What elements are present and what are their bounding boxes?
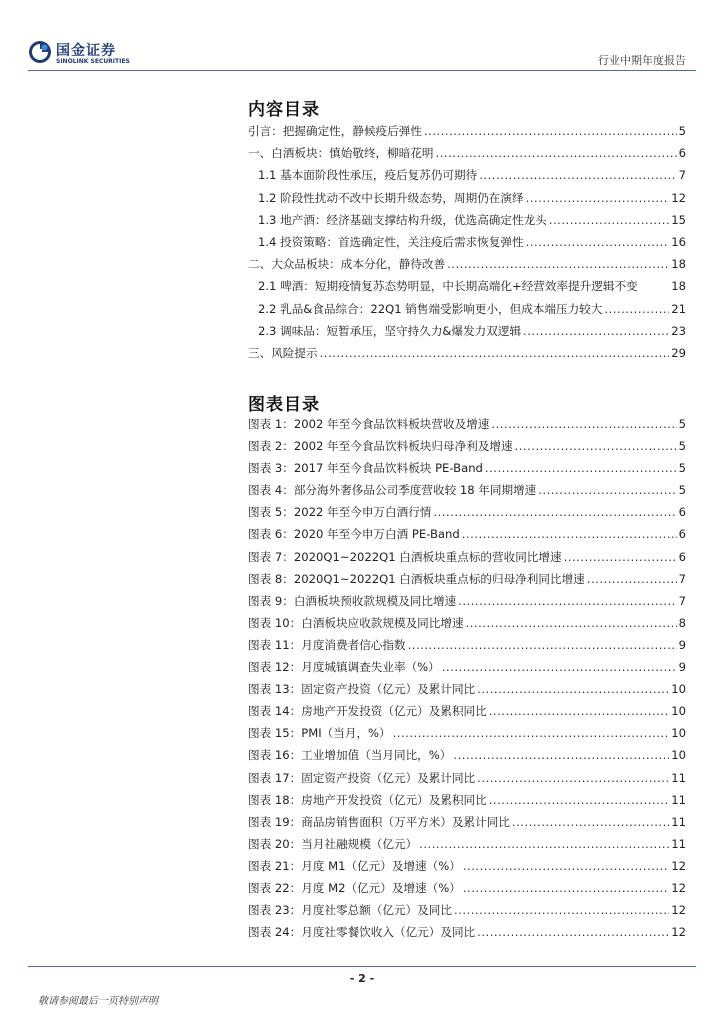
toc-entry[interactable]	[248, 323, 686, 345]
toc-entry[interactable]	[248, 256, 686, 278]
figure-entry[interactable]	[248, 438, 686, 460]
figure-entry-label: 图表 15：PMI（当月，%）	[248, 726, 391, 741]
leader-dots	[454, 903, 669, 917]
figure-entry-label: 图表 11：月度消费者信心指数	[248, 637, 406, 652]
leader-dots	[515, 439, 677, 453]
figure-entry[interactable]	[248, 858, 686, 880]
toc-entry-page: 6	[678, 146, 686, 161]
toc-title: 内容目录	[248, 100, 320, 120]
figure-entry-page: 5	[678, 439, 686, 454]
toc-entry-label: 三、风险提示	[248, 345, 318, 360]
figure-entry-page: 6	[678, 505, 686, 520]
toc-entry-label: 1.1 基本面阶段性承压，疫后复苏仍可期待	[258, 168, 478, 183]
leader-dots	[549, 213, 669, 227]
toc-entry-label: 2.2 乳品&食品综合：22Q1 销售端受影响更小，但成本端压力较大	[258, 301, 603, 316]
leader-dots	[463, 881, 669, 895]
figure-entry[interactable]	[248, 659, 686, 681]
figure-entry-page: 6	[678, 527, 686, 542]
toc-entry-page: 16	[671, 234, 686, 249]
figure-entry-page: 11	[671, 770, 686, 785]
toc-entry-label: 1.2 阶段性扰动不改中长期升级态势，周期仍在演绎	[258, 190, 524, 205]
figure-entry-page: 11	[671, 814, 686, 829]
figure-entry[interactable]	[248, 770, 686, 792]
toc-entry-label: 2.3 调味品：短暂承压，坚守持久力&爆发力双逻辑	[258, 323, 522, 338]
figure-entry-page: 8	[678, 615, 686, 630]
figure-entry-label: 图表 7：2020Q1~2022Q1 白酒板块重点标的营收同比增速	[248, 549, 562, 564]
leader-dots	[587, 572, 677, 586]
toc-entry-page: 23	[671, 323, 686, 338]
page-header	[0, 0, 724, 75]
leader-dots	[393, 726, 670, 740]
figure-entry[interactable]	[248, 902, 686, 924]
figure-entry[interactable]	[248, 615, 686, 637]
figure-list	[248, 416, 686, 946]
figure-entry-label: 图表 1：2002 年至今食品饮料板块营收及增速	[248, 417, 490, 431]
leader-dots	[512, 815, 669, 829]
figure-entry-label: 图表 12：月度城镇调查失业率（%）	[248, 660, 440, 675]
toc-entry[interactable]	[248, 145, 686, 167]
figure-entry[interactable]	[248, 747, 686, 769]
figure-entry-label: 图表 5：2022 年至今申万白酒行情	[248, 505, 432, 520]
toc-entry-page: 15	[671, 212, 686, 227]
figure-entry-page: 7	[678, 593, 686, 608]
figure-entry-label: 图表 22：月度 M2（亿元）及增速（%）	[248, 880, 461, 895]
figure-entry[interactable]	[248, 504, 686, 526]
figure-entry-label: 图表 6：2020 年至今申万白酒 PE-Band	[248, 527, 460, 542]
toc-entry-label: 1.3 地产酒：经济基础支撑结构升级，优选高确定性龙头	[258, 212, 547, 227]
figure-entry-page: 10	[671, 748, 686, 763]
figure-entry-page: 5	[678, 461, 686, 476]
toc-entry-page: 18	[671, 257, 686, 272]
leader-dots	[526, 191, 670, 205]
leader-dots	[604, 302, 669, 316]
logo-mark-icon	[28, 40, 52, 64]
figure-entry-label: 图表 13：固定资产投资（亿元）及累计同比	[248, 682, 476, 697]
figure-entry[interactable]	[248, 416, 686, 438]
figure-entry-page: 11	[671, 836, 686, 851]
figure-entry[interactable]	[248, 571, 686, 593]
page-number: - 2 -	[349, 972, 375, 985]
figure-entry-label: 图表 24：月度社零餐饮收入（亿元）及同比	[248, 925, 476, 940]
figure-entry-page: 11	[671, 792, 686, 807]
toc-entry[interactable]	[248, 123, 686, 145]
figure-entry-page: 9	[678, 637, 686, 652]
figure-entry-page: 5	[678, 417, 686, 431]
leader-dots	[419, 837, 669, 851]
leader-dots	[485, 461, 677, 475]
figure-entry-label: 图表 16：工业增加值（当月同比，%）	[248, 748, 452, 763]
leader-dots	[442, 660, 677, 674]
leader-dots	[477, 771, 669, 785]
leader-dots	[463, 859, 669, 873]
figure-entry[interactable]	[248, 836, 686, 858]
figure-entry[interactable]	[248, 593, 686, 615]
figure-entry[interactable]	[248, 725, 686, 747]
toc-entry-page: 18	[671, 279, 686, 294]
report-type: 行业中期年度报告	[598, 54, 686, 67]
leader-dots	[491, 417, 676, 431]
logo-chinese-name: 国金证券	[56, 43, 116, 59]
figure-entry[interactable]	[248, 814, 686, 836]
toc-entry[interactable]	[248, 190, 686, 212]
leader-dots	[523, 324, 669, 338]
figure-entry-page: 9	[678, 660, 686, 675]
leader-dots	[408, 638, 677, 652]
figure-entry-page: 6	[678, 549, 686, 564]
figure-entry-page: 10	[671, 682, 686, 697]
leader-dots	[458, 594, 676, 608]
leader-dots	[477, 925, 669, 939]
figure-entry-label: 图表 8：2020Q1~2022Q1 白酒板块重点标的归母净利同比增速	[248, 571, 585, 586]
footer-divider	[28, 966, 696, 967]
toc-entry[interactable]	[248, 345, 686, 367]
figure-list-title: 图表目录	[248, 395, 320, 415]
toc-entry-label: 1.4 投资策略：首选确定性，关注疫后需求恢复弹性	[258, 234, 524, 249]
figure-entry-page: 7	[678, 571, 686, 586]
toc-entry-label: 二、大众品板块：成本分化，静待改善	[248, 257, 446, 272]
figure-entry[interactable]	[248, 703, 686, 725]
toc-entry-label: 2.1 啤酒：短期疫情复苏态势明显，中长期高端化+经营效率提升逻辑不变	[258, 279, 638, 294]
figure-entry[interactable]	[248, 549, 686, 571]
figure-entry[interactable]	[248, 460, 686, 482]
figure-entry-page: 10	[671, 726, 686, 741]
leader-dots	[466, 616, 677, 630]
toc-entry[interactable]	[248, 212, 686, 234]
figure-entry[interactable]	[248, 681, 686, 703]
figure-entry-label: 图表 14：房地产开发投资（亿元）及累积同比	[248, 704, 487, 719]
toc-list	[248, 123, 686, 367]
figure-entry[interactable]	[248, 526, 686, 548]
leader-dots	[453, 748, 669, 762]
figure-entry-label: 图表 9：白酒板块预收款规模及同比增速	[248, 593, 457, 608]
toc-entry-page: 12	[671, 190, 686, 205]
leader-dots	[447, 257, 669, 271]
figure-entry-label: 图表 23：月度社零总额（亿元）及同比	[248, 903, 452, 918]
figure-entry-label: 图表 20：当月社融规模（亿元）	[248, 836, 418, 851]
figure-entry-label: 图表 21：月度 M1（亿元）及增速（%）	[248, 858, 461, 873]
figure-entry[interactable]	[248, 924, 686, 946]
figure-entry-page: 10	[671, 704, 686, 719]
leader-dots	[538, 483, 676, 497]
leader-dots	[320, 346, 670, 360]
figure-entry-label: 图表 4：部分海外奢侈品公司季度营收较 18 年同期增速	[248, 483, 537, 498]
leader-dots	[526, 235, 670, 249]
leader-dots	[479, 168, 676, 182]
leader-dots	[424, 124, 677, 138]
leader-dots	[436, 146, 677, 160]
toc-entry-page: 5	[678, 124, 686, 138]
figure-entry-label: 图表 10：白酒板块应收款规模及同比增速	[248, 615, 464, 630]
toc-entry-label: 引言：把握确定性，静候疫后弹性	[248, 124, 422, 138]
toc-entry[interactable]	[248, 234, 686, 256]
toc-entry[interactable]	[248, 278, 686, 300]
figure-entry[interactable]	[248, 792, 686, 814]
toc-entry[interactable]	[248, 301, 686, 323]
figure-entry-page: 12	[671, 925, 686, 940]
figure-entry-page: 5	[678, 483, 686, 498]
figure-entry-label: 图表 17：固定资产投资（亿元）及累计同比	[248, 770, 476, 785]
disclaimer-note: 敬请参阅最后一页特别声明	[38, 996, 158, 1007]
figure-entry-page: 12	[671, 858, 686, 873]
header-divider	[28, 70, 696, 71]
leader-dots	[489, 793, 670, 807]
figure-entry-page: 12	[671, 903, 686, 918]
company-logo	[28, 40, 158, 68]
toc-entry-page: 7	[678, 168, 686, 183]
figure-entry-page: 12	[671, 880, 686, 895]
leader-dots	[564, 550, 677, 564]
toc-entry-page: 21	[671, 301, 686, 316]
logo-english-name: SINOLINK SECURITIES	[56, 58, 130, 65]
toc-entry[interactable]	[248, 167, 686, 189]
figure-entry[interactable]	[248, 637, 686, 659]
leader-dots	[462, 527, 677, 541]
figure-entry[interactable]	[248, 482, 686, 504]
toc-entry-label: 一、白酒板块：慎始敬终，柳暗花明	[248, 146, 434, 161]
figure-entry-label: 图表 2：2002 年至今食品饮料板块归母净利及增速	[248, 439, 513, 454]
figure-entry-label: 图表 19：商品房销售面积（万平方米）及累计同比	[248, 814, 510, 829]
figure-entry-label: 图表 18：房地产开发投资（亿元）及累积同比	[248, 792, 487, 807]
figure-entry-label: 图表 3：2017 年至今食品饮料板块 PE-Band	[248, 461, 483, 476]
leader-dots	[433, 505, 676, 519]
leader-dots	[477, 682, 669, 696]
toc-entry-page: 29	[671, 345, 686, 360]
leader-dots	[489, 704, 670, 718]
figure-entry[interactable]	[248, 880, 686, 902]
